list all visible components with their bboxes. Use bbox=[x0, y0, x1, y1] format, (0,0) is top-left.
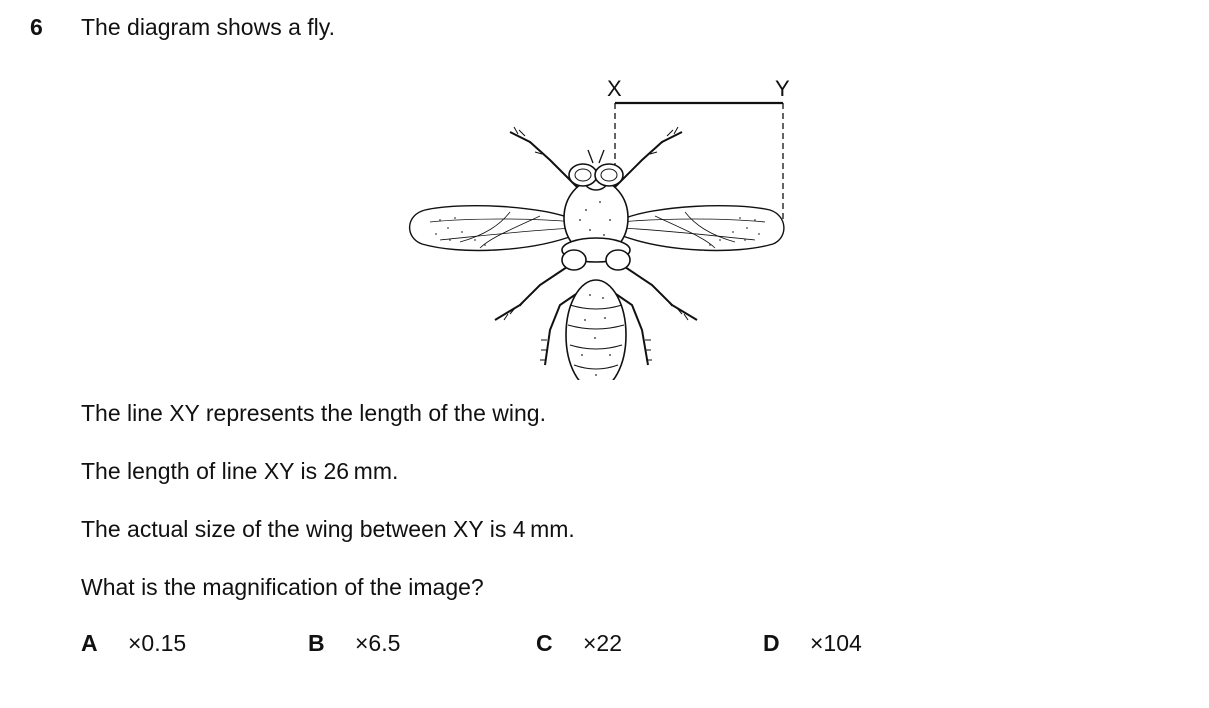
statement-line-length: The length of line XY is 26 mm. bbox=[81, 458, 399, 484]
fly-diagram bbox=[390, 70, 810, 380]
question-intro: The diagram shows a fly. bbox=[81, 14, 335, 40]
option-d-value: ×104 bbox=[810, 630, 862, 656]
label-x: X bbox=[607, 76, 622, 101]
option-b-letter: B bbox=[308, 630, 325, 656]
option-c-value: ×22 bbox=[583, 630, 623, 656]
label-y: Y bbox=[775, 76, 790, 101]
statement-actual-size: The actual size of the wing between XY is 4 mm. bbox=[81, 516, 575, 542]
option-d-letter: D bbox=[763, 630, 780, 656]
option-a-value: ×0.15 bbox=[128, 630, 187, 656]
fly-body bbox=[562, 150, 630, 380]
option-b-value: ×6.5 bbox=[355, 630, 401, 656]
question-number: 6 bbox=[30, 14, 43, 40]
statement-wing-line: The line XY represents the length of the wing. bbox=[81, 400, 546, 426]
option-a-letter: A bbox=[81, 630, 98, 656]
question-prompt: What is the magnification of the image? bbox=[81, 574, 484, 600]
option-c-letter: C bbox=[536, 630, 553, 656]
